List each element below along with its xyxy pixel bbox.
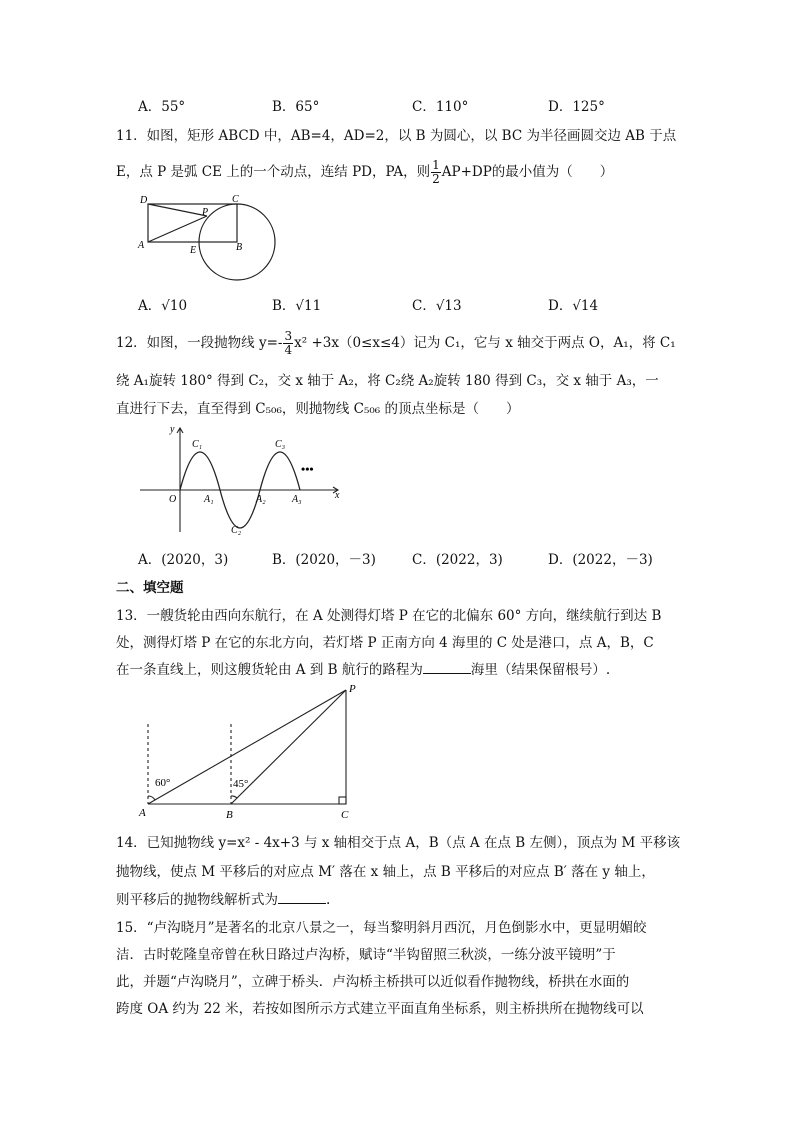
q12-line-3: 直进行下去，直至得到 C₅₀₆，则抛物线 C₅₀₆ 的顶点坐标是（ ） [116, 401, 520, 417]
q13-label-b: B [226, 809, 233, 820]
q13-right-angle [339, 797, 346, 804]
q12-option-d: D．(2022，－3) [548, 552, 653, 568]
q10-option-a: A．55° [138, 99, 186, 115]
q12-line-2: 绕 A₁旋转 180° 得到 C₂，交 x 轴于 A₂，将 C₂绕 A₂旋转 180 得到 C₃，交 x 轴于 A₃，一 [116, 373, 659, 389]
q11-option-b: B．√11 [272, 298, 322, 314]
q11-figure [136, 192, 286, 288]
q12-option-b: B．(2020，－3) [272, 552, 376, 568]
q13-angle-arc-b [231, 796, 237, 798]
q12-label-a3: A₃ [292, 494, 302, 505]
q13-angle-60: 60° [155, 777, 171, 789]
q12-label-a2: A₂ [256, 494, 266, 505]
q12-frac-den: 4 [284, 343, 293, 357]
q11-segment-ap [148, 216, 207, 242]
q14-answer-blank[interactable] [278, 891, 326, 904]
q13-line-3-b: 海里（结果保留根号）. [470, 662, 611, 678]
q12-label-c2: C₂ [231, 525, 242, 536]
q13-line-1: 13．一艘货轮由西向东航行，在 A 处测得灯塔 P 在它的北偏东 60° 方向，继续航行到达 B [116, 608, 662, 624]
q12-option-c: C．(2022，3) [412, 552, 503, 568]
q13-line-3 [116, 658, 610, 678]
q11-label-d: D [140, 195, 148, 206]
q13-line-2: 处，测得灯塔 P 在它的东北方向，若灯塔 P 正南方向 4 海里的 C 处是港口，点 A，B，C [116, 635, 654, 651]
q13-angle-45: 45° [233, 778, 249, 790]
q11-label-b: B [236, 242, 243, 253]
q12-label-y: y [170, 424, 175, 435]
q11-line-2-text: E，点 P 是弧 CE 上的一个动点，连结 PD，PA，则 [116, 164, 431, 180]
q15-line-2: 洁．古时乾隆皇帝曾在秋日路过卢沟桥，赋诗“半钩留照三秋淡，一练分波平镜明”于 [116, 947, 616, 963]
q12-ellipsis: ••• [301, 462, 314, 476]
q11-line-2 [116, 159, 613, 186]
q10-option-d: D．125° [548, 99, 605, 115]
q12-fraction [283, 330, 293, 357]
q12-label-x: x [335, 490, 340, 501]
q14-line-2: 抛物线，使点 M 平移后的对应点 M′ 落在 x 轴上，点 B 平移后的对应点 B′ 落在 y 轴上， [116, 864, 655, 880]
q12-frac-num: 3 [284, 329, 293, 343]
q12-line-1 [116, 330, 676, 357]
q11-segment-dp [148, 204, 207, 216]
q14-line-3-b: . [326, 892, 331, 908]
q11-option-d: D．√14 [548, 298, 599, 314]
q12-label-c3: C₃ [275, 439, 286, 450]
q11-frac-num: 1 [432, 158, 440, 172]
q12-option-a: A．(2020，3) [138, 552, 229, 568]
q12-line-1-a: 12．如图，一段抛物线 y=- [116, 335, 283, 351]
q11-label-a: A [138, 240, 145, 251]
q11-label-c: C [232, 194, 239, 205]
q14-line-3-a: 则平移后的抛物线解析式为 [116, 892, 278, 908]
q13-label-c: C [341, 809, 349, 820]
q12-label-c1: C₁ [192, 439, 203, 450]
q11-fraction [431, 159, 441, 186]
q14-line-1: 14．已知抛物线 y=x² - 4x+3 与 x 轴相交于点 A，B（点 A 在点 B 左侧），顶点为 M 平移该 [116, 835, 681, 851]
section-title-fill-in: 二、填空题 [116, 580, 184, 596]
q10-option-c: C．110° [412, 99, 469, 115]
q13-figure [138, 680, 363, 820]
q15-line-3: 此，并题“卢沟晓月”，立碑于桥头．卢沟桥主桥拱可以近似看作抛物线，桥拱在水面的 [116, 974, 630, 990]
q13-label-a: A [139, 807, 146, 819]
q11-line-1: 11．如图，矩形 ABCD 中，AB=4，AD=2，以 B 为圆心，以 BC 为半径画圆交边 AB 于点 [116, 128, 677, 144]
q13-answer-blank[interactable] [423, 661, 471, 674]
q10-option-b: B．65° [272, 99, 320, 115]
q11-label-e: E [190, 245, 197, 256]
q13-angle-arc-a [148, 796, 155, 800]
q13-line-3-a: 在一条直线上，则这艘货轮由 A 到 B 航行的路程为 [116, 662, 423, 678]
q11-option-c: C．√13 [412, 298, 462, 314]
q12-label-o: O [169, 494, 177, 505]
q12-label-a1: A₁ [204, 494, 214, 505]
q14-line-3 [116, 888, 330, 908]
q11-frac-den: 2 [432, 172, 440, 186]
q11-line-2-end: AP+DP的最小值为（ ） [441, 164, 614, 180]
q13-label-p: P [349, 683, 356, 695]
q12-figure [138, 420, 353, 538]
q11-label-p: P [202, 207, 209, 218]
q15-line-1: 15．“卢沟晓月”是著名的北京八景之一，每当黎明斜月西沉，月色倒影水中，更显明媚皎 [116, 920, 647, 936]
q12-line-1-b: x² +3x（0≤x≤4）记为 C₁，它与 x 轴交于两点 O，A₁，将 C₁ [294, 335, 676, 351]
q15-line-4: 跨度 OA 约为 22 米，若按如图所示方式建立平面直角坐标系，则主桥拱所在抛物线可以 [116, 1001, 644, 1017]
q11-option-a: A．√10 [138, 298, 188, 314]
